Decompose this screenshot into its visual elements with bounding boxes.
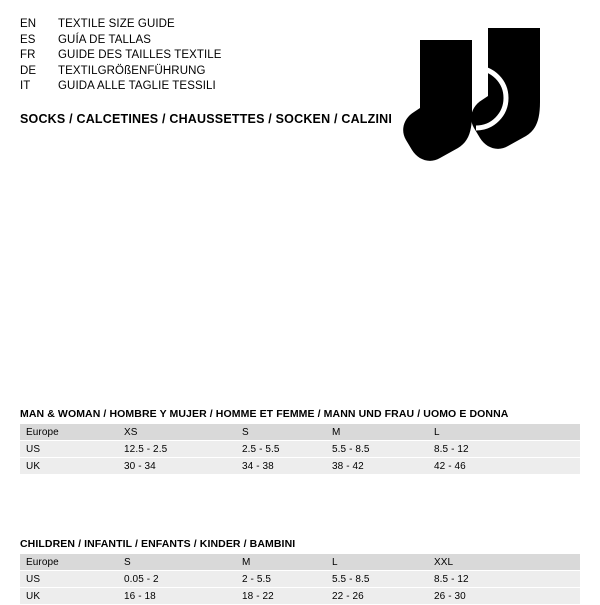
table-cell: US <box>20 571 118 588</box>
table-cell: 38 - 42 <box>326 458 428 475</box>
language-code: EN <box>20 18 37 30</box>
man-woman-table <box>20 424 580 475</box>
language-list <box>20 17 380 95</box>
table-cell: 42 - 46 <box>428 458 580 475</box>
table-cell: Europe <box>20 554 118 571</box>
table-cell: M <box>326 424 428 441</box>
table-cell: S <box>236 424 326 441</box>
language-row <box>20 48 380 64</box>
language-text: GUÍA DE TALLAS <box>58 33 152 46</box>
language-text: GUIDE DES TAILLES TEXTILE <box>58 49 222 61</box>
product-title: SOCKS / CALCETINES / CHAUSSETTES / SOCKEN / CALZINI <box>20 112 393 126</box>
table-row <box>20 458 580 475</box>
man-woman-section <box>20 408 580 475</box>
table-cell: US <box>20 441 118 458</box>
table-cell: UK <box>20 588 118 605</box>
table-cell: 5.5 - 8.5 <box>326 571 428 588</box>
language-row <box>20 17 380 33</box>
table-row <box>20 571 580 588</box>
children-table <box>20 554 580 605</box>
table-cell: L <box>326 554 428 571</box>
language-row <box>20 79 380 95</box>
table-cell: Europe <box>20 424 118 441</box>
table-cell: 30 - 34 <box>118 458 236 475</box>
table-cell: XXL <box>428 554 580 571</box>
table-cell: 12.5 - 2.5 <box>118 441 236 458</box>
table-row <box>20 441 580 458</box>
table-cell: 8.5 - 12 <box>428 441 580 458</box>
table-row-header <box>20 424 580 441</box>
table-cell: 18 - 22 <box>236 588 326 605</box>
table-cell: 16 - 18 <box>118 588 236 605</box>
language-code: DE <box>20 64 37 77</box>
table-cell: 2.5 - 5.5 <box>236 441 326 458</box>
table-cell: XS <box>118 424 236 441</box>
table-cell: UK <box>20 458 118 475</box>
language-code: FR <box>20 49 36 61</box>
table-row-header <box>20 554 580 571</box>
table-cell: M <box>236 554 326 571</box>
sock-illustration <box>400 18 580 183</box>
pair-of-socks-icon <box>400 18 580 183</box>
language-text: TEXTILE SIZE GUIDE <box>58 18 175 30</box>
children-title: CHILDREN / INFANTIL / ENFANTS / KINDER / BAMBINI <box>20 538 296 550</box>
man-woman-title: MAN & WOMAN / HOMBRE Y MUJER / HOMME ET FEMME / MANN UND FRAU / UOMO E DONNA <box>20 408 509 420</box>
table-cell: 22 - 26 <box>326 588 428 605</box>
children-section <box>20 538 580 605</box>
language-row <box>20 33 380 49</box>
table-cell: S <box>118 554 236 571</box>
language-text: TEXTILGRÖßENFÜHRUNG <box>58 64 206 77</box>
table-cell: 8.5 - 12 <box>428 571 580 588</box>
language-row <box>20 64 380 80</box>
language-code: IT <box>20 80 31 92</box>
table-cell: 2 - 5.5 <box>236 571 326 588</box>
table-row <box>20 588 580 605</box>
table-cell: L <box>428 424 580 441</box>
language-code: ES <box>20 33 36 46</box>
table-cell: 34 - 38 <box>236 458 326 475</box>
table-cell: 26 - 30 <box>428 588 580 605</box>
table-cell: 5.5 - 8.5 <box>326 441 428 458</box>
language-text: GUIDA ALLE TAGLIE TESSILI <box>58 80 216 92</box>
table-cell: 0.05 - 2 <box>118 571 236 588</box>
